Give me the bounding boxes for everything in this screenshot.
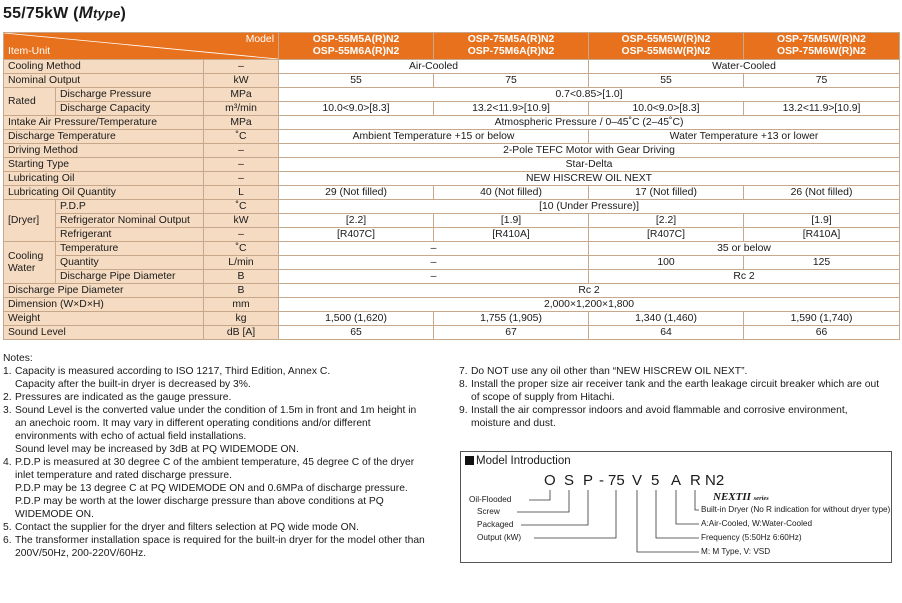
notes-right — [459, 365, 899, 430]
label-oil-flooded: Oil-Flooded — [469, 495, 512, 504]
note-item: 7. Do NOT use any oil other than “NEW HISCREW OIL NEXT”. — [459, 366, 748, 377]
header-item-label: Item-Unit — [8, 46, 51, 57]
next-ii-series-logo: NEXTII series — [713, 491, 769, 503]
note-item: 1. Capacity is measured according to ISO 1217, Third Edition, Annex C. Capacity after the built-in dryer is decreased by 3%. — [3, 366, 331, 390]
table-row: Rated Discharge Pressure MPa 0.7<0.85>[1.0] — [4, 88, 900, 102]
model-introduction-box: Model Introduction O S P - 75 V 5 A R N2 NEXTII series Oil-Flooded Screw Packaged Output (kW) Built-in Dryer (No R indication for without dryer type) A:Air-Cooled, W:Water-Cooled Frequency (5:50Hz 6:60Hz) M: M Type, V: VSD — [460, 451, 892, 563]
header-model-label: Model — [245, 34, 275, 45]
table-row: Refrigerant – [R407C] [R410A] [R407C] [R410A] — [4, 228, 900, 242]
label-packaged: Packaged — [477, 520, 514, 529]
header-corner — [4, 33, 279, 60]
table-row: Weight kg 1,500 (1,620) 1,755 (1,905) 1,340 (1,460) 1,590 (1,740) — [4, 312, 900, 326]
note-item: 9. Install the air compressor indoors and avoid flammable and corrosive environment, moisture and dust. — [459, 405, 848, 429]
notes-heading: Notes: — [3, 353, 33, 364]
cooling-water-group: Cooling Water — [4, 242, 56, 284]
table-row: Cooling Water Temperature ˚C – 35 or below — [4, 242, 900, 256]
table-row: Intake Air Pressure/Temperature MPa Atmospheric Pressure / 0–45˚C (2–45˚C) — [4, 116, 900, 130]
table-row: Starting Type – Star-Delta — [4, 158, 900, 172]
note-item: 3. Sound Level is the converted value under the condition of 1.5m in front and 1m height in an anechoic room. It may vary in different operating conditions and/or different environments with echo of actual field installations. Sound level may be increased by 3dB at PQ WIDEMODE ON. — [3, 405, 417, 455]
page-title: 55/75kW (Mtype) — [3, 3, 127, 22]
model-header-1: OSP-55M5A(R)N2 OSP-55M6A(R)N2 — [279, 33, 434, 60]
note-item: 8. Install the proper size air receiver tank and the earth leakage circuit breaker which are out of scope of supply from Hitachi. — [459, 379, 880, 403]
table-row: Nominal Output kW 55 75 55 75 — [4, 74, 900, 88]
table-row: Discharge Pipe Diameter B – Rc 2 — [4, 270, 900, 284]
model-header-2: OSP-75M5A(R)N2 OSP-75M6A(R)N2 — [434, 33, 589, 60]
label-screw: Screw — [477, 507, 500, 516]
table-row: [Dryer] P.D.P ˚C [10 (Under Pressure)] — [4, 200, 900, 214]
model-header-3: OSP-55M5W(R)N2 OSP-55M6W(R)N2 — [589, 33, 744, 60]
note-item: 2. Pressures are indicated as the gauge pressure. — [3, 392, 232, 403]
table-row: Lubricating Oil – NEW HISCREW OIL NEXT — [4, 172, 900, 186]
table-row: Quantity L/min – 100 125 — [4, 256, 900, 270]
table-row: Discharge Capacity m³/min 10.0<9.0>[8.3] 13.2<11.9>[10.9] 10.0<9.0>[8.3] 13.2<11.9>[10.9] — [4, 102, 900, 116]
note-item: 5. Contact the supplier for the dryer and filters selection at PQ wide mode ON. — [3, 522, 359, 533]
label-built-in-dryer: Built-in Dryer (No R indication for without dryer type) — [701, 505, 891, 514]
table-row: Dimension (W×D×H) mm 2,000×1,200×1,800 — [4, 298, 900, 312]
note-item: 4. P.D.P is measured at 30 degree C of the ambient temperature, 45 degree C of the dryer inlet temperature and rated discharge pressure. P.D.P may be 13 degree C at PQ WIDEMODE ON and 0.6MPa of discharge pressure. P.D.P may be worth at the lower discharge pressure than above conditions at PQ WIDEMODE ON. — [3, 457, 415, 520]
label-frequency: Frequency (5:50Hz 6:60Hz) — [701, 533, 802, 542]
table-row: Sound Level dB [A] 65 67 64 66 — [4, 326, 900, 340]
table-row: Refrigerator Nominal Output kW [2.2] [1.9] [2.2] [1.9] — [4, 214, 900, 228]
label-model-type: M: M Type, V: VSD — [701, 547, 771, 556]
spec-table — [3, 32, 900, 340]
table-header-row — [4, 33, 900, 60]
model-header-4: OSP-75M5W(R)N2 OSP-75M6W(R)N2 — [744, 33, 900, 60]
table-row: Discharge Temperature ˚C Ambient Temperature +15 or below Water Temperature +13 or lower — [4, 130, 900, 144]
table-row: Lubricating Oil Quantity L 29 (Not filled) 40 (Not filled) 17 (Not filled) 26 (Not filled) — [4, 186, 900, 200]
table-row: Discharge Pipe Diameter B Rc 2 — [4, 284, 900, 298]
table-row: Cooling Method – Air-Cooled Water-Cooled — [4, 60, 900, 74]
table-row: Driving Method – 2-Pole TEFC Motor with Gear Driving — [4, 144, 900, 158]
model-intro-title: Model Introduction — [465, 455, 571, 467]
notes-left — [3, 352, 443, 560]
label-cooling-type: A:Air-Cooled, W:Water-Cooled — [701, 519, 813, 528]
note-item: 6. The transformer installation space is required for the built-in dryer for the model other than 200V/50Hz, 200-220V/60Hz. — [3, 535, 425, 559]
label-output: Output (kW) — [477, 533, 522, 542]
